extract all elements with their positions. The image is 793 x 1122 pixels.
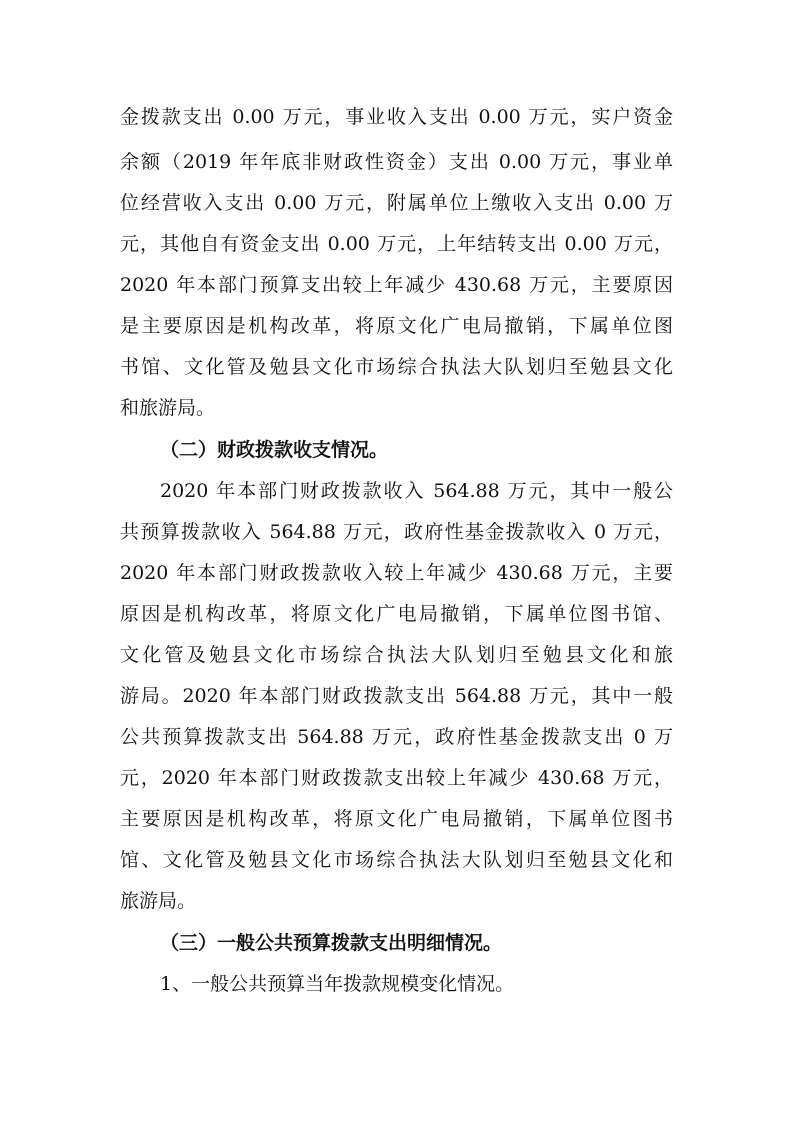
section-heading-3: （三）一般公共预算拨款支出明细情况。: [160, 932, 503, 954]
section-heading-2: （二）财政拨款收支情况。: [160, 439, 389, 461]
paragraph-1-line-4: 元，其他自有资金支出 0.00 万元，上年结转支出 0.00 万元，: [120, 233, 673, 255]
paragraph-1-line-7: 书馆、文化管及勉县文化市场综合执法大队划归至勉县文化: [120, 356, 673, 378]
paragraph-2-line-6: 游局。2020 年本部门财政拨款支出 564.88 万元，其中一般: [120, 685, 673, 707]
paragraph-2-line-1: 2020 年本部门财政拨款收入 564.88 万元，其中一般公: [160, 480, 673, 502]
paragraph-1-line-6: 是主要原因是机构改革，将原文化广电局撤销，下属单位图: [120, 315, 673, 337]
paragraph-1-line-2: 余额（2019 年年底非财政性资金）支出 0.00 万元，事业单: [120, 151, 673, 173]
paragraph-2-line-2: 共预算拨款收入 564.88 万元，政府性基金拨款收入 0 万元，: [120, 521, 673, 543]
paragraph-1-line-8: 和旅游局。: [120, 397, 216, 419]
paragraph-2-line-5: 文化管及勉县文化市场综合执法大队划归至勉县文化和旅: [120, 644, 673, 666]
paragraph-2-line-7: 公共预算拨款支出 564.88 万元，政府性基金拨款支出 0 万: [120, 726, 673, 748]
paragraph-2-line-11: 旅游局。: [120, 890, 197, 912]
paragraph-2-line-3: 2020 年本部门财政拨款收入较上年减少 430.68 万元，主要: [120, 562, 673, 584]
paragraph-2-line-4: 原因是机构改革，将原文化广电局撤销，下属单位图书馆、: [120, 603, 673, 625]
paragraph-2-line-9: 主要原因是机构改革，将原文化广电局撤销，下属单位图书: [120, 808, 673, 830]
paragraph-1-line-5: 2020 年本部门预算支出较上年减少 430.68 万元，主要原因: [120, 274, 673, 296]
paragraph-1-line-3: 位经营收入支出 0.00 万元，附属单位上缴收入支出 0.00 万: [120, 192, 673, 214]
paragraph-1-line-1: 金拨款支出 0.00 万元，事业收入支出 0.00 万元，实户资金: [120, 106, 673, 128]
paragraph-2-line-10: 馆、文化管及勉县文化市场综合执法大队划归至勉县文化和: [120, 849, 673, 871]
list-item-1: 1、一般公共预算当年拨款规模变化情况。: [160, 973, 515, 995]
paragraph-2-line-8: 元，2020 年本部门财政拨款支出较上年减少 430.68 万元，: [120, 767, 673, 789]
